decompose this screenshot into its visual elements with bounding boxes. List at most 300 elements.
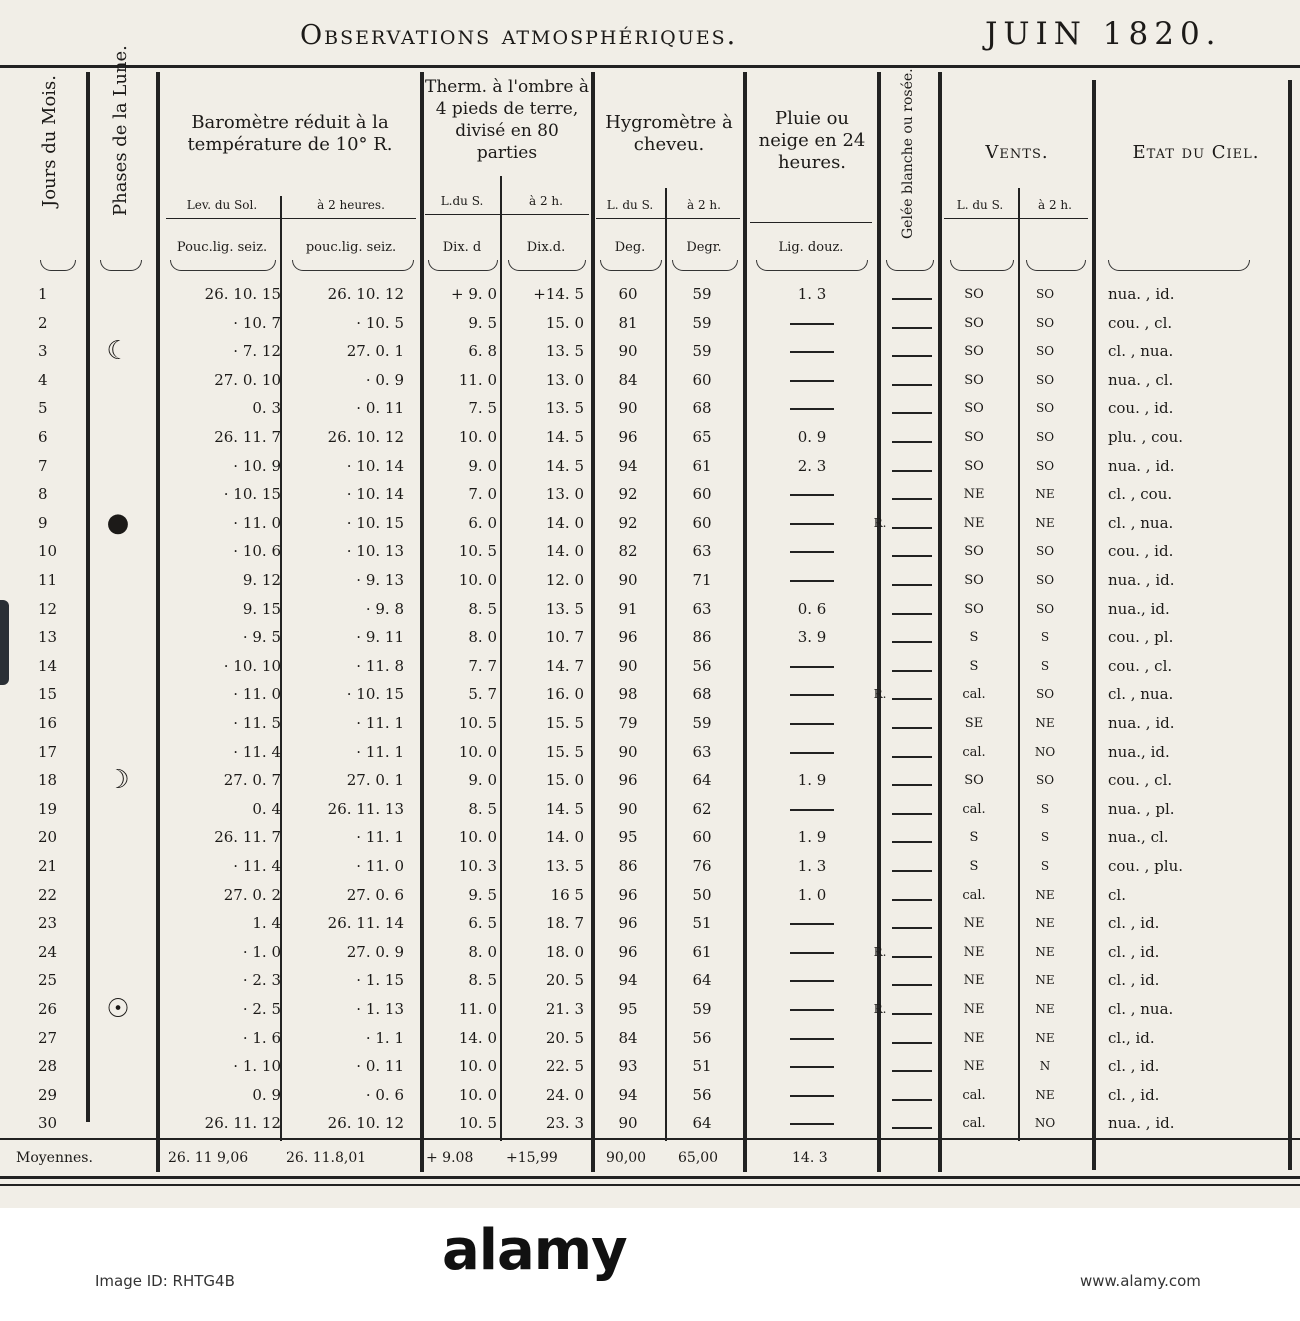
- rain-dash: [790, 551, 834, 553]
- wind-afternoon: SO: [1035, 372, 1055, 387]
- therm-morning: 8. 5: [468, 799, 497, 818]
- table-row: [0, 480, 1300, 509]
- barometre-afternoon: · 11. 1: [356, 828, 404, 847]
- wind-afternoon: NE: [1035, 887, 1055, 902]
- hygro-afternoon: 51: [692, 914, 712, 933]
- image-id: Image ID: RHTG4B: [95, 1272, 235, 1290]
- therm-afternoon: 14. 5: [545, 456, 584, 475]
- barometre-morning: · 1. 0: [242, 942, 281, 961]
- sky-state: cou. , cl.: [1108, 656, 1173, 675]
- therm-afternoon: 18. 0: [545, 942, 584, 961]
- hygro-morning: 93: [618, 1057, 638, 1076]
- hygro-afternoon: 64: [692, 1114, 712, 1133]
- gelee-dash: [892, 756, 932, 758]
- day-number: 13: [38, 628, 58, 647]
- page-title: Observations atmosphériques.: [300, 20, 738, 51]
- rain-dash: [790, 1095, 834, 1097]
- hygro-morning: 81: [618, 313, 638, 332]
- column-brace: [508, 260, 586, 271]
- therm-morning: 6. 8: [468, 342, 497, 361]
- barometre-morning: · 11. 4: [233, 857, 281, 875]
- sky-state: plu. , cou.: [1108, 428, 1183, 446]
- hygro-morning: 95: [618, 1000, 638, 1018]
- wind-afternoon: SO: [1035, 315, 1055, 330]
- day-number: 1: [38, 285, 48, 303]
- wind-morning: cal.: [962, 887, 986, 903]
- averages-barometre-morning: 26. 11 9,06: [168, 1150, 249, 1166]
- day-number: 15: [38, 685, 58, 704]
- sky-state: cou. , pl.: [1108, 628, 1174, 647]
- gelee-value: R.: [873, 1002, 887, 1016]
- therm-morning: 10. 5: [458, 542, 497, 561]
- day-number: 18: [38, 771, 58, 790]
- gelee-dash: [892, 384, 932, 386]
- barometre-morning: 9. 15: [242, 599, 281, 618]
- barometre-unit: pouc.lig. seiz.: [305, 240, 397, 255]
- barometre-morning: · 11. 0: [233, 685, 281, 704]
- table-row: [0, 452, 1300, 481]
- barometre-morning: 1. 4: [252, 914, 281, 933]
- hygro-sub-morning: L. du S.: [606, 198, 654, 212]
- wind-morning: cal.: [962, 1116, 986, 1132]
- gelee-dash: [892, 813, 932, 815]
- rain-dash: [790, 980, 834, 982]
- barometre-morning: 0. 4: [252, 799, 281, 818]
- rain-dash: [790, 923, 834, 925]
- barometre-morning: · 1. 10: [233, 1057, 281, 1076]
- sky-state: cou. , cl.: [1108, 313, 1173, 332]
- day-number: 4: [38, 370, 48, 389]
- table-row: [0, 966, 1300, 995]
- barometre-afternoon: 27. 0. 1: [346, 771, 404, 790]
- hygro-morning: 98: [618, 685, 638, 704]
- table-row: [0, 595, 1300, 624]
- wind-morning: NE: [963, 1059, 985, 1075]
- wind-morning: SO: [964, 287, 984, 302]
- therm-afternoon: 24. 0: [545, 1085, 584, 1104]
- hygro-morning: 90: [618, 799, 638, 818]
- therm-morning: 10. 0: [458, 828, 497, 847]
- barometre-afternoon: · 10. 13: [346, 542, 404, 561]
- sky-state: cl., id.: [1108, 1028, 1155, 1047]
- sky-state: nua. , id.: [1108, 714, 1175, 732]
- barometre-unit: Pouc.lig. seiz.: [176, 240, 268, 255]
- barometre-morning: 26. 11. 12: [204, 1114, 281, 1133]
- day-number: 24: [38, 942, 58, 961]
- hygro-afternoon: 68: [692, 399, 712, 418]
- gelee-dash: [892, 870, 932, 872]
- hygro-afternoon: 71: [692, 571, 712, 589]
- table-row: [0, 509, 1300, 538]
- gelee-dash: [892, 470, 932, 472]
- barometre-morning: · 10. 7: [233, 313, 281, 332]
- hygro-afternoon: 63: [692, 742, 712, 761]
- hygro-morning: 96: [618, 914, 638, 933]
- averages-therm-afternoon: +15,99: [506, 1150, 558, 1166]
- therm-morning: 10. 5: [458, 714, 497, 732]
- table-row: [0, 566, 1300, 595]
- hygro-afternoon: 86: [692, 628, 712, 647]
- barometre-afternoon: · 10. 14: [346, 485, 404, 504]
- therm-afternoon: 10. 7: [545, 628, 584, 647]
- column-brace: [1026, 260, 1086, 271]
- watermark-footer: [0, 1208, 1300, 1321]
- gelee-dash: [892, 412, 932, 414]
- table-row: [0, 1024, 1300, 1053]
- page-month: JUIN 1820.: [985, 16, 1222, 52]
- therm-afternoon: 13. 5: [545, 857, 584, 875]
- hygro-afternoon: 60: [692, 513, 712, 532]
- table-row: [0, 766, 1300, 795]
- hygro-afternoon: 60: [692, 828, 712, 847]
- barometre-morning: · 9. 5: [242, 628, 281, 647]
- barometre-afternoon: · 1. 1: [365, 1028, 404, 1047]
- top-rule: [0, 65, 1300, 68]
- therm-morning: 9. 0: [468, 771, 497, 790]
- wind-afternoon: SO: [1035, 401, 1055, 416]
- wind-afternoon: NE: [1035, 944, 1055, 959]
- rain-amount: 1. 9: [797, 771, 827, 790]
- table-row: [0, 709, 1300, 738]
- table-row: [0, 823, 1300, 852]
- hygro-unit: Degr.: [686, 240, 722, 255]
- bottom-rule-2: [0, 1184, 1300, 1186]
- sky-state: cl. , id.: [1108, 914, 1160, 933]
- rain-dash: [790, 408, 834, 410]
- sky-state: cl. , id.: [1108, 1085, 1160, 1104]
- rain-dash: [790, 323, 834, 325]
- sky-state: cl. , nua.: [1108, 513, 1174, 532]
- gelee-dash: [892, 899, 932, 901]
- column-brace: [1108, 260, 1250, 271]
- vents-sub-morning: L. du S.: [956, 198, 1004, 212]
- therm-morning: 9. 5: [468, 313, 497, 332]
- header-vents: Vents.: [985, 142, 1049, 163]
- therm-morning: 8. 5: [468, 599, 497, 618]
- barometre-afternoon: 26. 11. 13: [327, 799, 404, 818]
- barometre-morning: 26. 11. 7: [214, 828, 281, 847]
- wind-morning: S: [969, 830, 979, 846]
- barometre-afternoon: · 0. 9: [365, 370, 404, 389]
- therm-morning: 9. 0: [468, 456, 497, 475]
- sky-state: cl. , nua.: [1108, 342, 1174, 361]
- barometre-afternoon: · 9. 11: [356, 628, 404, 647]
- barometre-morning: · 10. 6: [233, 542, 281, 561]
- sky-state: cl. , id.: [1108, 971, 1160, 990]
- rain-dash: [790, 1038, 834, 1040]
- therm-afternoon: 15. 5: [545, 714, 584, 732]
- wind-morning: SO: [964, 401, 984, 417]
- day-number: 7: [38, 456, 48, 475]
- sky-state: nua. , id.: [1108, 456, 1175, 475]
- table-row: [0, 423, 1300, 452]
- hygro-afternoon: 61: [692, 942, 712, 961]
- column-brace: [292, 260, 414, 271]
- averages-hygro-afternoon: 65,00: [678, 1150, 719, 1166]
- barometre-afternoon: · 10. 14: [346, 456, 404, 475]
- table-row: [0, 881, 1300, 910]
- hygro-afternoon: 64: [692, 971, 712, 990]
- therm-afternoon: 12. 0: [545, 571, 584, 589]
- sky-state: cl. , id.: [1108, 942, 1160, 961]
- hygro-afternoon: 59: [692, 285, 712, 303]
- sky-state: cl. , nua.: [1108, 685, 1174, 704]
- sky-state: nua., cl.: [1108, 828, 1169, 847]
- therm-afternoon: 18. 7: [545, 914, 584, 933]
- moon-phase-icon: ●: [106, 507, 130, 538]
- table-row: [0, 1109, 1300, 1138]
- barometre-afternoon: · 11. 0: [356, 857, 404, 875]
- barometre-morning: 26. 10. 15: [204, 285, 281, 303]
- wind-afternoon: NO: [1034, 744, 1056, 759]
- header-hygrometre: Hygromètre à cheveu.: [605, 112, 733, 155]
- rain-dash: [790, 1066, 834, 1068]
- hygro-morning: 86: [618, 857, 638, 875]
- barometre-afternoon: 26. 10. 12: [327, 285, 404, 303]
- wind-morning: NE: [963, 944, 985, 960]
- therm-morning: 7. 7: [468, 656, 497, 675]
- therm-afternoon: 15. 0: [545, 771, 584, 790]
- column-brace: [886, 260, 934, 271]
- barometre-morning: 0. 9: [252, 1085, 281, 1104]
- barometre-afternoon: · 9. 8: [365, 599, 404, 618]
- barometre-afternoon: · 11. 8: [356, 656, 404, 675]
- table-row: [0, 309, 1300, 338]
- hygro-afternoon: 56: [692, 1028, 712, 1047]
- barometre-morning: · 2. 3: [242, 971, 281, 990]
- therm-afternoon: +14. 5: [533, 285, 584, 303]
- day-number: 12: [38, 599, 58, 618]
- rain-dash: [790, 351, 834, 353]
- gelee-value: R.: [873, 515, 887, 530]
- rain-dash: [790, 523, 834, 525]
- wind-morning: NE: [963, 1030, 985, 1046]
- therm-morning: 6. 0: [468, 513, 497, 532]
- barometre-morning: · 11. 5: [233, 714, 281, 732]
- gelee-dash: [892, 327, 932, 329]
- therm-morning: 10. 3: [458, 857, 497, 875]
- sky-state: nua. , pl.: [1108, 799, 1175, 818]
- bottom-rule: [0, 1176, 1300, 1179]
- wind-afternoon: SO: [1035, 573, 1055, 587]
- therm-afternoon: 15. 0: [545, 313, 584, 332]
- sky-state: nua. , id.: [1108, 1114, 1175, 1133]
- rain-dash: [790, 694, 834, 696]
- gelee-dash: [892, 1042, 932, 1044]
- therm-unit: Dix.d.: [526, 240, 566, 255]
- wind-morning: cal.: [962, 801, 986, 817]
- hygro-morning: 94: [618, 971, 638, 990]
- sky-state: cou. , id.: [1108, 399, 1174, 418]
- gelee-value: R.: [873, 687, 887, 702]
- day-number: 8: [38, 485, 48, 504]
- averages-row: [0, 1145, 1300, 1171]
- rain-amount: 1. 3: [797, 857, 827, 875]
- barometre-afternoon: 26. 10. 12: [327, 1114, 404, 1133]
- sky-state: cl. , id.: [1108, 1057, 1160, 1076]
- table-row: [0, 366, 1300, 395]
- hygro-morning: 90: [618, 571, 638, 589]
- barometre-afternoon: 27. 0. 1: [346, 342, 404, 361]
- hygro-morning: 91: [618, 599, 638, 618]
- barometre-morning: · 7. 12: [233, 342, 281, 361]
- barometre-morning: · 1. 6: [242, 1028, 281, 1047]
- day-number: 25: [38, 971, 58, 990]
- wind-morning: NE: [963, 515, 985, 531]
- barometre-afternoon: · 1. 13: [356, 1000, 404, 1018]
- therm-unit: Dix. d: [442, 240, 482, 255]
- therm-morning: 6. 5: [468, 914, 497, 933]
- gelee-dash: [892, 984, 932, 986]
- barometre-afternoon: · 0. 11: [356, 1057, 404, 1076]
- therm-morning: 9. 5: [468, 885, 497, 904]
- rain-amount: 1. 3: [797, 285, 827, 303]
- hygro-afternoon: 51: [692, 1057, 712, 1076]
- wind-morning: S: [969, 859, 979, 874]
- hygro-morning: 82: [618, 542, 638, 561]
- wind-afternoon: SO: [1035, 544, 1055, 559]
- hygro-morning: 90: [618, 742, 638, 761]
- rain-dash: [790, 1123, 834, 1125]
- header-etat-du-ciel: Etat du Ciel.: [1132, 142, 1260, 163]
- therm-afternoon: 13. 0: [545, 485, 584, 504]
- day-number: 20: [38, 828, 58, 847]
- wind-morning: SO: [964, 430, 984, 445]
- barometre-sub-morning: Lev. du Sol.: [186, 198, 258, 212]
- hygro-afternoon: 68: [692, 685, 712, 704]
- wind-morning: cal.: [962, 744, 986, 760]
- column-brace: [672, 260, 738, 271]
- gelee-dash: [892, 927, 932, 929]
- therm-morning: 8. 0: [468, 942, 497, 961]
- therm-afternoon: 16. 0: [545, 685, 584, 704]
- wind-afternoon: NE: [1035, 487, 1055, 502]
- hygro-morning: 84: [618, 370, 638, 389]
- hygro-morning: 94: [618, 456, 638, 475]
- therm-morning: 8. 0: [468, 628, 497, 647]
- wind-morning: NE: [963, 1002, 985, 1017]
- rain-dash: [790, 580, 834, 582]
- sky-state: nua., id.: [1108, 742, 1170, 761]
- hygro-afternoon: 56: [692, 1085, 712, 1104]
- barometre-afternoon: 26. 10. 12: [327, 428, 404, 446]
- therm-afternoon: 16 5: [550, 885, 584, 904]
- wind-morning: cal.: [962, 687, 986, 703]
- hygro-morning: 96: [618, 942, 638, 961]
- averages-rain: 14. 3: [792, 1150, 828, 1166]
- rain-dash: [790, 380, 834, 382]
- therm-afternoon: 14. 5: [545, 799, 584, 818]
- header-pluie: Pluie ou neige en 24 heures.: [758, 108, 866, 173]
- moon-phase-icon: ☉: [106, 994, 130, 1024]
- binding-clip: [0, 600, 9, 685]
- wind-afternoon: NE: [1035, 973, 1055, 988]
- column-brace: [756, 260, 868, 271]
- barometre-afternoon: · 0. 11: [356, 399, 404, 418]
- barometre-morning: · 11. 4: [233, 742, 281, 761]
- sky-state: cou. , cl.: [1108, 771, 1173, 790]
- day-number: 28: [38, 1057, 58, 1076]
- barometre-afternoon: · 9. 13: [356, 571, 404, 589]
- rain-dash: [790, 952, 834, 954]
- hygro-morning: 96: [618, 771, 638, 790]
- header-gelee: Gelée blanche ou rosée.: [900, 68, 916, 239]
- wind-afternoon: SO: [1035, 773, 1055, 788]
- table-row: [0, 995, 1300, 1024]
- hygro-sub-afternoon: à 2 h.: [687, 198, 721, 212]
- gelee-dash: [892, 841, 932, 843]
- header-barometre: Baromètre réduit à la température de 10° R.: [187, 112, 393, 155]
- hygro-morning: 79: [618, 714, 638, 732]
- therm-morning: 10. 0: [458, 571, 497, 589]
- wind-afternoon: N: [1039, 1059, 1051, 1074]
- hygro-morning: 90: [618, 656, 638, 675]
- gelee-dash: [892, 584, 932, 586]
- wind-afternoon: SO: [1035, 344, 1055, 359]
- wind-afternoon: S: [1040, 859, 1050, 873]
- table-row: [0, 680, 1300, 709]
- barometre-morning: 27. 0. 10: [214, 370, 281, 389]
- column-brace: [40, 260, 76, 271]
- hygro-afternoon: 64: [692, 771, 712, 790]
- barometre-afternoon: 27. 0. 6: [346, 885, 404, 904]
- wind-morning: SO: [964, 344, 984, 360]
- wind-afternoon: S: [1040, 658, 1050, 673]
- table-row: [0, 1052, 1300, 1081]
- site-url: www.alamy.com: [1080, 1272, 1201, 1290]
- table-row: [0, 537, 1300, 566]
- day-number: 19: [38, 799, 58, 818]
- sky-state: cou. , plu.: [1108, 857, 1183, 875]
- sky-state: nua. , id.: [1108, 571, 1175, 589]
- barometre-afternoon: 27. 0. 9: [346, 942, 404, 961]
- wind-morning: SO: [964, 601, 984, 617]
- therm-afternoon: 20. 5: [545, 1028, 584, 1047]
- hygro-morning: 90: [618, 342, 638, 361]
- hygro-afternoon: 50: [692, 885, 712, 904]
- day-number: 16: [38, 714, 58, 732]
- wind-afternoon: NE: [1035, 1030, 1055, 1045]
- wind-morning: SE: [964, 716, 984, 731]
- column-brace: [428, 260, 498, 271]
- hygro-morning: 92: [618, 485, 638, 504]
- alamy-logo: alamy: [442, 1218, 627, 1283]
- wind-morning: SO: [964, 573, 984, 588]
- wind-afternoon: SO: [1035, 601, 1055, 616]
- wind-afternoon: NE: [1035, 716, 1055, 730]
- therm-morning: 11. 0: [458, 1000, 497, 1018]
- barometre-afternoon: · 0. 6: [365, 1085, 404, 1104]
- rain-amount: 1. 0: [797, 885, 827, 904]
- table-row: [0, 795, 1300, 824]
- hygro-morning: 96: [618, 885, 638, 904]
- table-row: [0, 623, 1300, 652]
- hygro-afternoon: 59: [692, 342, 712, 361]
- hygro-afternoon: 61: [692, 456, 712, 475]
- hygro-afternoon: 59: [692, 313, 712, 332]
- hygro-morning: 84: [618, 1028, 638, 1047]
- gelee-dash: [892, 498, 932, 500]
- gelee-dash: [892, 1127, 932, 1129]
- wind-afternoon: SO: [1035, 687, 1055, 702]
- sky-state: cl. , cou.: [1108, 485, 1173, 504]
- day-number: 9: [38, 513, 48, 532]
- hygro-afternoon: 59: [692, 714, 712, 732]
- gelee-dash: [892, 441, 932, 443]
- wind-afternoon: S: [1040, 830, 1050, 845]
- day-number: 22: [38, 885, 58, 904]
- rain-dash: [790, 809, 834, 811]
